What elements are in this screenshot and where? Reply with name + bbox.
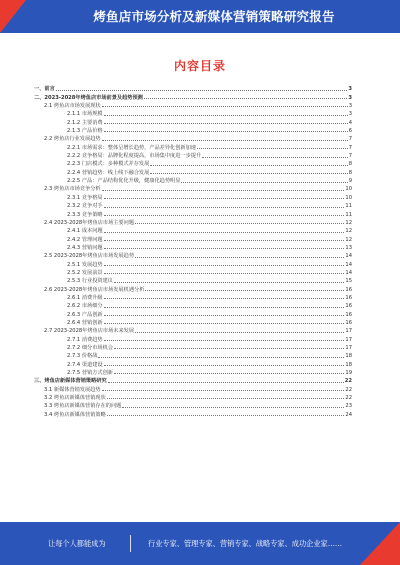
header-accent (0, 0, 26, 33)
toc-leader-dots (98, 357, 344, 358)
toc-entry[interactable] (34, 343, 352, 351)
toc-entry-page: 3 (348, 86, 352, 93)
toc-leader-dots (104, 131, 348, 132)
toc-leader-dots (150, 165, 347, 166)
toc-entry-page: 17 (345, 336, 352, 343)
toc-entry-page: 10 (345, 186, 352, 193)
toc-leader-dots (150, 173, 347, 174)
toc-entry[interactable] (34, 176, 352, 184)
toc-entry-page: 18 (345, 353, 352, 360)
toc-entry[interactable] (34, 276, 352, 284)
toc-entry[interactable] (34, 92, 352, 100)
toc-entry-page: 16 (345, 294, 352, 301)
toc-entry-label: 三、烤鱼店新媒体营销策略研究 (34, 378, 107, 385)
toc-entry-label: 2.3 烤鱼店市场竞争分析 (44, 186, 101, 193)
toc-entry[interactable] (34, 84, 352, 92)
toc-entry-label: 2.2.3 门店模式：多种模式并存发展 (67, 161, 150, 168)
toc-leader-dots (145, 290, 344, 291)
toc-leader-dots (114, 373, 344, 374)
toc-leader-dots (104, 232, 345, 233)
toc-entry-label: 2.1 烤鱼店市场发展现状 (44, 103, 101, 110)
toc-entry[interactable] (34, 101, 352, 109)
toc-heading: 内容目录 (173, 59, 226, 73)
toc-leader-dots (56, 90, 348, 91)
toc-entry-label: 2.6.3 产品创新 (67, 311, 103, 318)
toc-entry-label: 2.2 烤鱼店行业发展趋势 (44, 136, 101, 143)
toc-leader-dots (144, 98, 348, 99)
toc-entry[interactable] (34, 268, 352, 276)
toc-entry-page: 19 (345, 370, 352, 377)
toc-entry[interactable] (34, 293, 352, 301)
toc-entry-page: 17 (345, 345, 352, 351)
toc-entry-label: 2.7.1 消费趋势 (67, 336, 103, 343)
toc-entry[interactable] (34, 318, 352, 326)
toc-leader-dots (104, 248, 345, 249)
toc-entry-label: 3.2 烤鱼店新媒体营销现状 (44, 395, 106, 402)
toc-entry-label: 2.1.1 市场规模 (67, 111, 103, 118)
toc-entry-page: 12 (345, 219, 352, 226)
toc-leader-dots (102, 190, 345, 191)
toc-entry-page: 7 (348, 136, 352, 143)
toc-entry[interactable] (34, 218, 352, 226)
toc-entry-label: 2.1.3 产品价格 (67, 128, 103, 135)
toc-entry[interactable] (34, 142, 352, 150)
toc-leader-dots (107, 398, 345, 399)
toc-entry[interactable] (34, 368, 352, 376)
toc-leader-dots (135, 223, 344, 224)
toc-entry-page: 22 (344, 378, 352, 385)
toc-entry[interactable] (34, 359, 352, 367)
toc-entry-page: 3 (348, 103, 352, 110)
toc-leader-dots (181, 182, 347, 183)
toc-entry[interactable] (34, 167, 352, 175)
toc-entry-label: 2.1.2 主要消费 (67, 119, 103, 126)
toc-entry-label: 2.2.5 产品：产品结构优化升级，健康化趋势明显 (67, 178, 181, 185)
toc-entry-label: 2.2.1 市场需求：整体呈增长趋势，产品差异化创新加速 (67, 144, 196, 151)
toc-entry-label: 3.1 新媒体营销发展趋势 (44, 386, 101, 393)
toc-entry[interactable] (34, 234, 352, 242)
toc-entry[interactable] (34, 226, 352, 234)
toc-entry[interactable] (34, 251, 352, 259)
toc-leader-dots (107, 415, 345, 416)
toc-leader-dots (104, 207, 345, 208)
toc-entry[interactable] (34, 401, 352, 409)
toc-entry-page: 13 (345, 244, 352, 251)
toc-entry-label: 3.4 烤鱼店新媒体营销策略 (44, 411, 106, 418)
toc-entry-label: 2.3.2 竞争对手 (67, 203, 103, 210)
toc-entry-page: 15 (345, 278, 352, 285)
toc-entry-page: 6 (348, 128, 352, 135)
toc-entry-page: 22 (345, 386, 352, 393)
toc-entry[interactable] (34, 109, 352, 117)
toc-entry-page: 16 (345, 286, 352, 293)
toc-entry[interactable] (34, 393, 352, 401)
toc-entry[interactable] (34, 134, 352, 142)
toc-entry-label: 2.5 2023-2028年烤鱼店市场发展趋势 (44, 253, 135, 260)
toc-entry-page: 14 (345, 269, 352, 276)
toc-entry[interactable] (34, 326, 352, 334)
toc-entry-page: 12 (345, 228, 352, 235)
toc-leader-dots (114, 348, 344, 349)
toc-entry-page: 16 (345, 311, 352, 318)
toc-entry[interactable] (34, 284, 352, 292)
toc-entry-page: 3 (348, 111, 352, 118)
toc-entry-page: 23 (345, 403, 352, 410)
toc-entry[interactable] (34, 309, 352, 317)
toc-entry-page: 14 (345, 253, 352, 260)
footer-divider (130, 535, 131, 552)
toc-entry-page: 9 (348, 178, 352, 185)
toc-leader-dots (114, 282, 344, 283)
toc-entry-label: 2.7.3 价格战 (67, 353, 98, 360)
toc-entry[interactable] (34, 259, 352, 267)
toc-entry-label: 2.6 2023-2028年烤鱼店市场发展机遇分析 (44, 286, 145, 293)
toc-entry-label: 一、前言 (34, 86, 55, 93)
toc-leader-dots (104, 340, 345, 341)
toc-entry-page: 12 (345, 236, 352, 243)
toc-entry-label: 2.4.3 营销问题 (67, 244, 103, 251)
toc-leader-dots (104, 123, 348, 124)
toc-leader-dots (102, 140, 348, 141)
toc-leader-dots (104, 323, 345, 324)
toc-entry-page: 7 (348, 144, 352, 151)
toc-entry[interactable] (34, 351, 352, 359)
toc-leader-dots (202, 157, 348, 158)
toc-entry-label: 2.3.3 竞争策略 (67, 211, 103, 218)
toc-entry-label: 2.4.2 管理问题 (67, 236, 103, 243)
toc-entry-label: 2.7 2023-2028年烤鱼店市场未来发展 (44, 328, 135, 335)
toc-leader-dots (104, 307, 345, 308)
toc-entry[interactable] (34, 117, 352, 125)
toc-leader-dots (135, 257, 344, 258)
footer-slogan-right: 行业专家、管理专家、营销专家、战略专家、成功企业家…… (148, 539, 343, 548)
toc-leader-dots (122, 407, 344, 408)
toc-entry[interactable] (34, 192, 352, 200)
toc-entry-label: 2.7.2 细分市场机会 (67, 345, 113, 351)
footer-accent (360, 522, 400, 565)
toc-entry[interactable] (34, 376, 352, 384)
toc-entry-page: 17 (345, 328, 352, 335)
toc-entry-page: 11 (345, 211, 352, 218)
toc-entry-page: 3 (348, 94, 352, 101)
toc-leader-dots (108, 382, 344, 383)
toc-entry-page: 8 (348, 161, 352, 168)
toc-entry-label: 2.6.2 市场细分 (67, 303, 103, 310)
toc-entry[interactable] (34, 184, 352, 192)
toc-entry[interactable] (34, 209, 352, 217)
toc-entry-page: 16 (345, 319, 352, 326)
toc-leader-dots (104, 298, 345, 299)
toc-entry-page: 18 (345, 361, 352, 368)
toc-entry-label: 2.6.4 营销创新 (67, 319, 103, 326)
toc-leader-dots (104, 365, 345, 366)
toc-entry[interactable] (34, 159, 352, 167)
toc-leader-dots (135, 332, 344, 333)
toc-leader-dots (104, 115, 348, 116)
footer-bar (0, 522, 400, 565)
toc-leader-dots (104, 215, 345, 216)
toc-entry-label: 2.2.2 竞争格局：品牌化程度提高，市场集中度进一步提升 (67, 153, 202, 160)
toc-entry[interactable] (34, 409, 352, 417)
toc-entry-page: 14 (345, 261, 352, 268)
toc-entry-label: 二、2023-2028年烤鱼店市场前景及趋势预测 (34, 94, 143, 101)
toc-leader-dots (104, 240, 345, 241)
toc-leader-dots (197, 148, 348, 149)
toc-entry[interactable] (34, 301, 352, 309)
table-of-contents (34, 84, 352, 418)
header-bar (0, 0, 400, 33)
toc-entry-label: 2.7.4 渠道建设 (67, 361, 103, 368)
toc-entry-label: 2.4 2023-2028年烤鱼店市场主要问题 (44, 219, 135, 226)
toc-leader-dots (104, 273, 345, 274)
toc-entry-label: 3.3 烤鱼店新媒体营销存在的问题 (44, 403, 122, 410)
toc-entry[interactable] (34, 126, 352, 134)
toc-entry-page: 16 (345, 303, 352, 310)
toc-leader-dots (104, 315, 345, 316)
toc-entry[interactable] (34, 334, 352, 342)
toc-entry-page: 22 (345, 395, 352, 402)
toc-leader-dots (102, 106, 348, 107)
report-title: 烤鱼店市场分析及新媒体营销策略研究报告 (93, 9, 335, 24)
toc-entry[interactable] (34, 201, 352, 209)
toc-entry-label: 2.3.1 竞争格局 (67, 194, 103, 201)
toc-leader-dots (104, 198, 345, 199)
toc-entry-page: 11 (345, 203, 352, 210)
toc-entry-label: 2.5.2 发展前景 (67, 269, 103, 276)
toc-entry-page: 7 (348, 153, 352, 160)
toc-entry-page: 4 (348, 119, 352, 126)
toc-entry-page: 10 (345, 194, 352, 201)
toc-entry[interactable] (34, 243, 352, 251)
toc-leader-dots (104, 265, 345, 266)
toc-entry[interactable] (34, 151, 352, 159)
toc-entry-label: 2.2.4 营销趋势：线上线下融合发展 (67, 169, 150, 176)
toc-entry-label: 2.5.1 发展趋势 (67, 261, 103, 268)
footer-slogan-left: 让每个人都能成为 (48, 539, 106, 548)
toc-entry-label: 2.6.1 消费升级 (67, 294, 103, 301)
toc-entry-page: 8 (348, 169, 352, 176)
toc-entry[interactable] (34, 384, 352, 392)
toc-entry-label: 2.7.5 营销方式创新 (67, 370, 113, 377)
toc-entry-label: 2.4.1 成本问题 (67, 228, 103, 235)
toc-entry-page: 24 (345, 411, 352, 418)
toc-leader-dots (102, 390, 345, 391)
toc-entry-label: 2.5.3 行业投资建议 (67, 278, 113, 285)
